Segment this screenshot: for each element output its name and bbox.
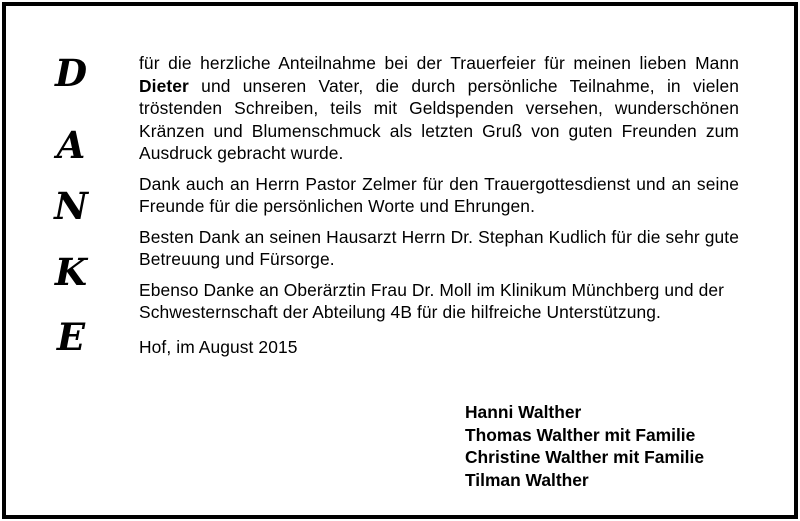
- deceased-name: Dieter: [139, 75, 189, 96]
- paragraph-pastor: Dank auch an Herrn Pastor Zelmer für den Trauergottesdienst und an seine Freunde für die persönlichen Worte und Ehrungen.: [139, 173, 739, 216]
- headline-letter-d: D: [54, 51, 88, 95]
- thank-you-notice: [2, 2, 798, 519]
- signature-line: Tilman Walther: [465, 469, 589, 490]
- headline-letter-k: K: [54, 250, 88, 294]
- danke-headline: [6, 6, 136, 515]
- notice-body: [139, 52, 739, 358]
- paragraph-gratitude: für die herzliche Anteilnahme bei der Trauerfeier für meinen lieben Mann Dieter und unseren Vater, die durch persönliche Teilnahme, in vielen tröstenden Schreiben, teils mit Geldspenden versehen, wunderschönen Kränzen und Blumenschmuck als letzten Gruß von guten Freunden zum Ausdruck gebracht wurde.: [139, 53, 739, 163]
- paragraph-clinic: Ebenso Danke an Oberärztin Frau Dr. Moll im Klinikum Münchberg und der Schwesternschaft der Abteilung 4B für die hilfreiche Unterstützung.: [139, 279, 725, 322]
- signature-line: Thomas Walther mit Familie: [465, 424, 696, 445]
- headline-letter-n: N: [54, 184, 88, 228]
- signature-line: Christine Walther mit Familie: [465, 447, 705, 467]
- headline-letter-e: E: [56, 315, 86, 359]
- signature-block: [465, 401, 704, 491]
- signature-line: Hanni Walther: [465, 402, 582, 422]
- dateline: Hof, im August 2015: [139, 336, 298, 357]
- paragraph-doctor: Besten Dank an seinen Hausarzt Herrn Dr. Stephan Kudlich für die sehr gute Betreuung und Fürsorge.: [139, 226, 739, 269]
- headline-letter-a: A: [56, 123, 86, 167]
